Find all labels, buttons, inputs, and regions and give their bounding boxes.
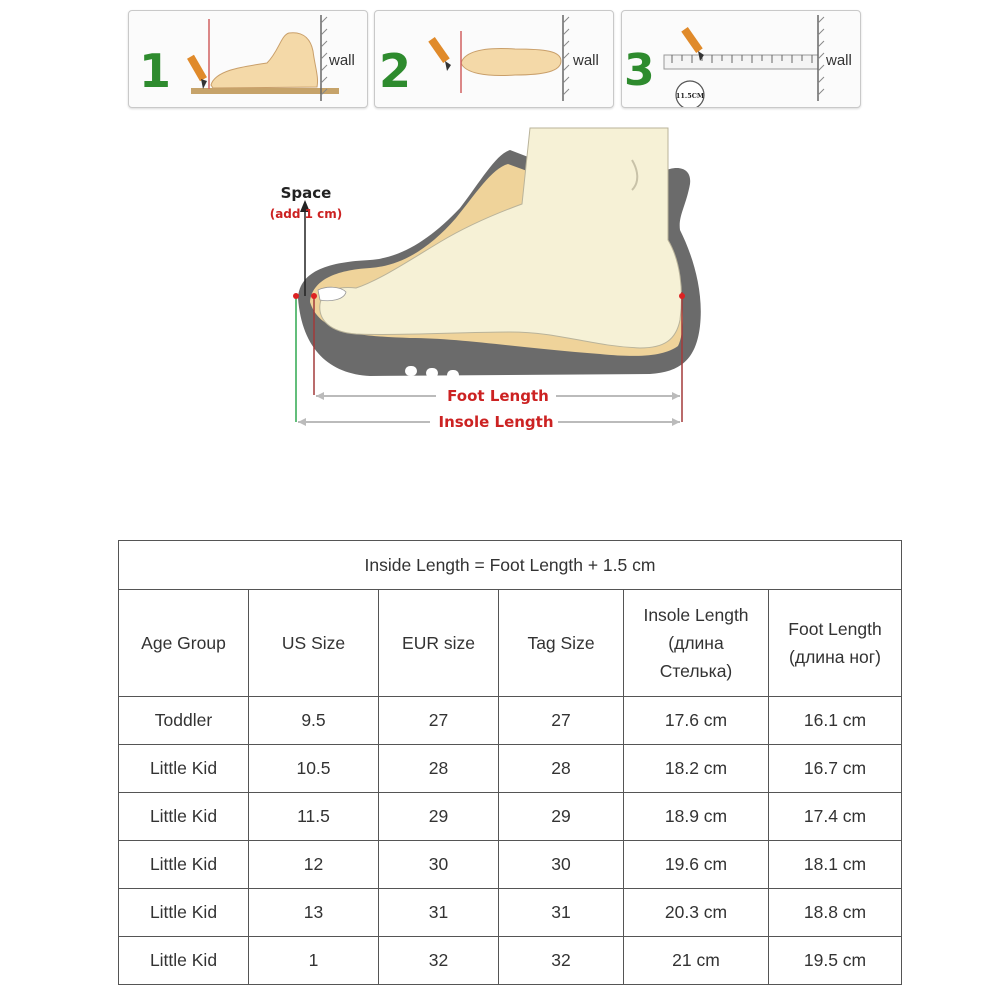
cell-eur-size: 31 bbox=[379, 889, 499, 937]
cell-tag-size: 30 bbox=[499, 841, 624, 889]
cell-tag-size: 31 bbox=[499, 889, 624, 937]
wall-label: wall bbox=[329, 52, 355, 69]
cell-us-size: 9.5 bbox=[249, 697, 379, 745]
header-foot-line2: (длина ног) bbox=[789, 647, 881, 667]
shoe-fit-diagram bbox=[260, 120, 720, 450]
wall-hatch bbox=[563, 17, 569, 95]
wall-label: wall bbox=[573, 52, 599, 69]
step-number: 3 bbox=[624, 45, 655, 96]
table-header-row bbox=[119, 590, 902, 697]
header-foot-line1: Foot Length bbox=[788, 619, 882, 639]
table-row bbox=[119, 745, 902, 793]
foot-side-icon bbox=[211, 33, 318, 88]
wall-hatch bbox=[818, 17, 824, 95]
table-caption: Inside Length = Foot Length + 1.5 cm bbox=[119, 541, 902, 590]
step-2-panel bbox=[374, 10, 614, 108]
step-number: 2 bbox=[379, 44, 412, 98]
cell-eur-size: 30 bbox=[379, 841, 499, 889]
cell-age-group: Little Kid bbox=[119, 889, 249, 937]
insole-length-arrow-right bbox=[672, 418, 680, 426]
cell-foot-length: 16.7 cm bbox=[769, 745, 902, 793]
table-row bbox=[119, 937, 902, 985]
cell-tag-size: 27 bbox=[499, 697, 624, 745]
step-1-illustration bbox=[129, 11, 367, 107]
step-3-panel bbox=[621, 10, 861, 108]
cell-eur-size: 27 bbox=[379, 697, 499, 745]
header-insole-line1: Insole Length bbox=[643, 605, 749, 625]
ruler-icon bbox=[664, 55, 818, 69]
wall-hatch bbox=[321, 17, 327, 95]
cell-tag-size: 32 bbox=[499, 937, 624, 985]
wall-label: wall bbox=[826, 52, 852, 69]
cell-foot-length: 19.5 cm bbox=[769, 937, 902, 985]
cell-tag-size: 28 bbox=[499, 745, 624, 793]
pencil-icon bbox=[187, 55, 207, 89]
table-row bbox=[119, 889, 902, 937]
cell-eur-size: 32 bbox=[379, 937, 499, 985]
header-insole-line3: Стелька) bbox=[659, 661, 733, 681]
measure-readout: 11.5CM bbox=[675, 92, 705, 100]
cell-age-group: Little Kid bbox=[119, 745, 249, 793]
space-note: (add 1 cm) bbox=[269, 207, 343, 221]
cell-eur-size: 29 bbox=[379, 793, 499, 841]
cell-insole-length: 21 cm bbox=[624, 937, 769, 985]
insole-start-point bbox=[293, 293, 299, 299]
cell-insole-length: 20.3 cm bbox=[624, 889, 769, 937]
cell-foot-length: 18.1 cm bbox=[769, 841, 902, 889]
cell-eur-size: 28 bbox=[379, 745, 499, 793]
cell-age-group: Little Kid bbox=[119, 937, 249, 985]
cell-us-size: 1 bbox=[249, 937, 379, 985]
foot-end-point bbox=[679, 293, 685, 299]
table-row bbox=[119, 793, 902, 841]
foot-start-point bbox=[311, 293, 317, 299]
table-row bbox=[119, 841, 902, 889]
table-row bbox=[119, 697, 902, 745]
cell-age-group: Little Kid bbox=[119, 841, 249, 889]
foot-length-arrow-left bbox=[316, 392, 324, 400]
pencil-icon bbox=[428, 37, 451, 71]
header-foot-length bbox=[769, 590, 902, 697]
step-2-illustration bbox=[375, 11, 613, 107]
header-eur-size: EUR size bbox=[379, 590, 499, 697]
cell-us-size: 12 bbox=[249, 841, 379, 889]
header-age-group: Age Group bbox=[119, 590, 249, 697]
table-caption-row bbox=[119, 541, 902, 590]
cell-insole-length: 18.9 cm bbox=[624, 793, 769, 841]
step-number: 1 bbox=[139, 44, 172, 98]
cell-insole-length: 18.2 cm bbox=[624, 745, 769, 793]
cell-foot-length: 16.1 cm bbox=[769, 697, 902, 745]
header-insole-line2: (длина bbox=[668, 633, 724, 653]
cell-insole-length: 19.6 cm bbox=[624, 841, 769, 889]
cell-insole-length: 17.6 cm bbox=[624, 697, 769, 745]
step-1-panel bbox=[128, 10, 368, 108]
space-label: Space bbox=[280, 184, 332, 202]
insole-length-arrow-left bbox=[298, 418, 306, 426]
cell-foot-length: 17.4 cm bbox=[769, 793, 902, 841]
cell-tag-size: 29 bbox=[499, 793, 624, 841]
cell-us-size: 11.5 bbox=[249, 793, 379, 841]
cell-age-group: Toddler bbox=[119, 697, 249, 745]
foot-length-label: Foot Length bbox=[447, 387, 549, 405]
cell-foot-length: 18.8 cm bbox=[769, 889, 902, 937]
cell-us-size: 13 bbox=[249, 889, 379, 937]
foot-length-arrow-right bbox=[672, 392, 680, 400]
cell-age-group: Little Kid bbox=[119, 793, 249, 841]
cell-us-size: 10.5 bbox=[249, 745, 379, 793]
measuring-steps bbox=[128, 10, 862, 108]
foot-top-icon bbox=[461, 49, 561, 76]
header-insole-length bbox=[624, 590, 769, 697]
step-3-illustration bbox=[622, 11, 860, 107]
header-tag-size: Tag Size bbox=[499, 590, 624, 697]
header-us-size: US Size bbox=[249, 590, 379, 697]
size-chart-table bbox=[118, 540, 902, 985]
insole-length-label: Insole Length bbox=[438, 413, 554, 431]
